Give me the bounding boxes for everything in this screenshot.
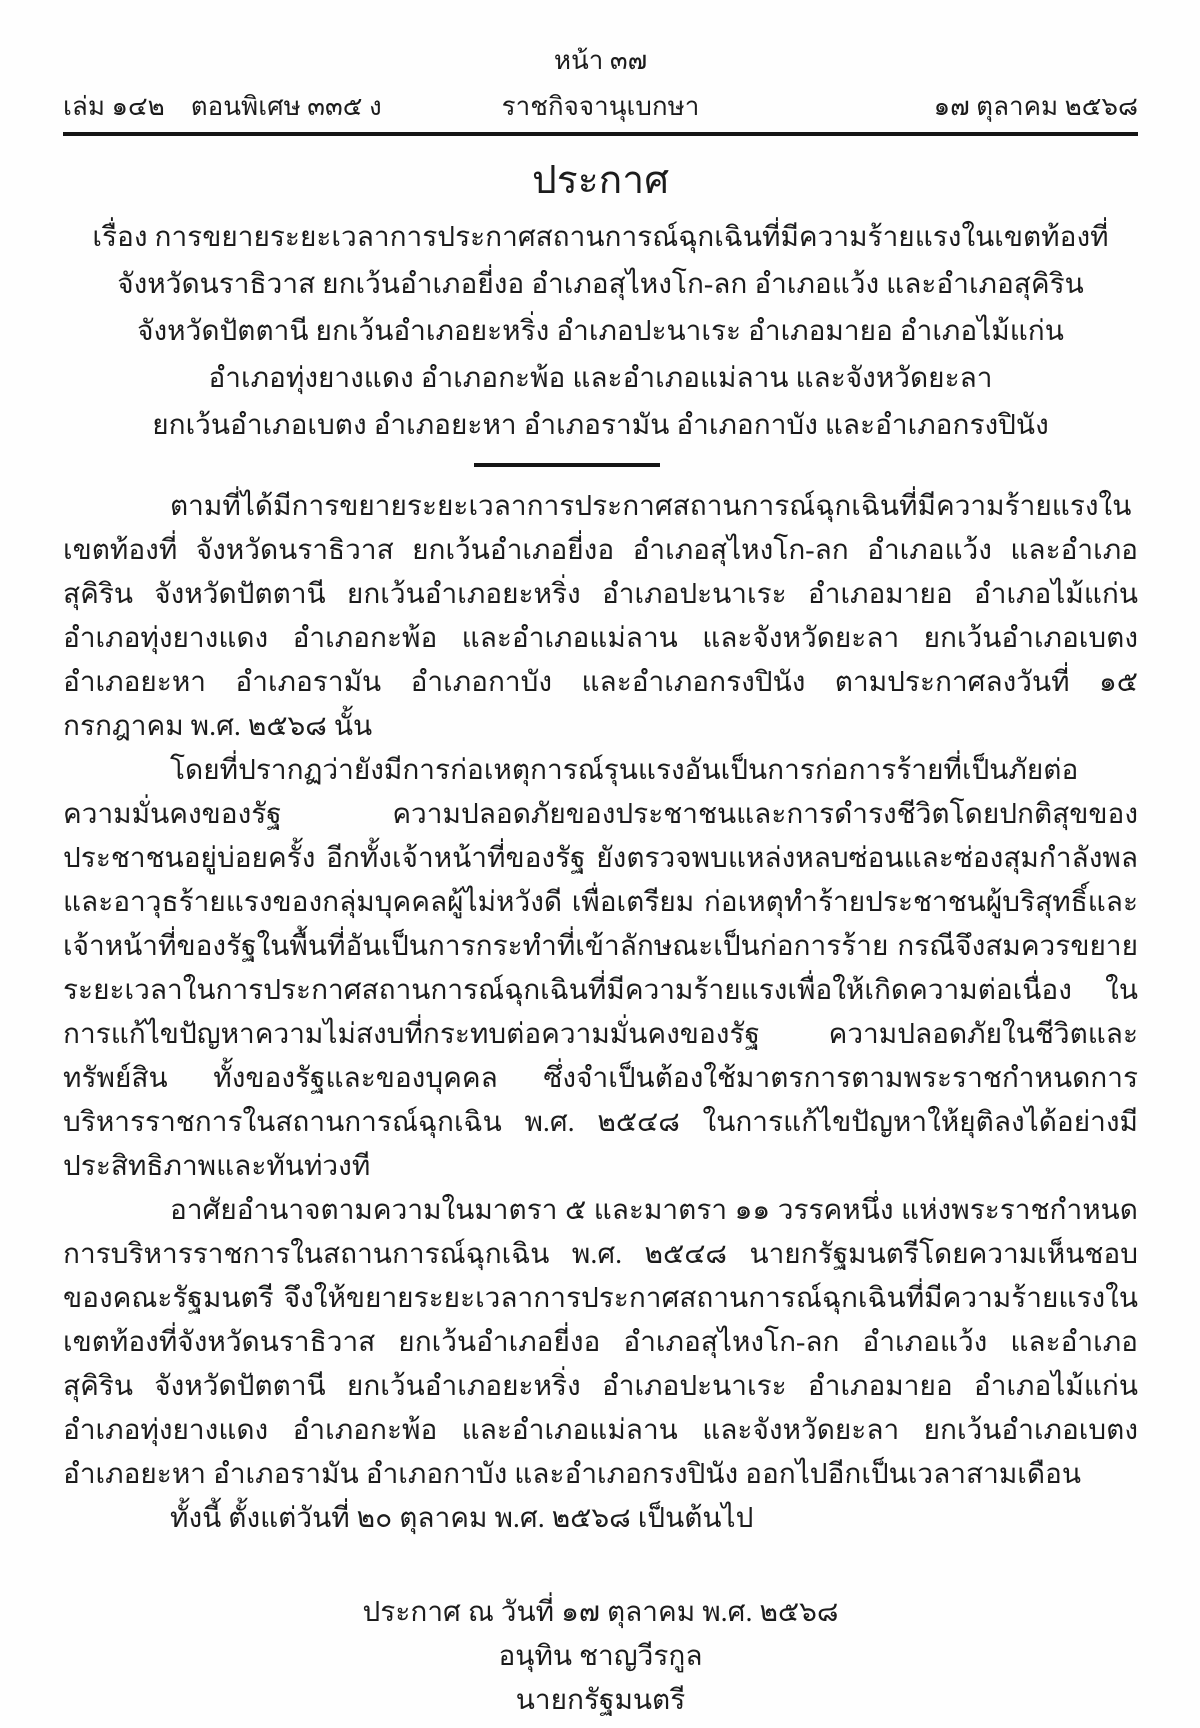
masthead-row <box>63 90 1138 124</box>
volume-label: เล่ม ๑๔๒ <box>63 92 165 121</box>
gazette-name: ราชกิจจานุเบกษา <box>501 92 700 121</box>
signer-name: อนุทิน ชาญวีรกูล <box>498 1641 703 1672</box>
signer-title: นายกรัฐมนตรี <box>515 1685 686 1716</box>
subject-line: จังหวัดปัตตานี ยกเว้นอำเภอยะหริ่ง อำเภอปะนาเระ อำเภอมายอ อำเภอไม้แก่น <box>137 316 1064 347</box>
subject-line: อำเภอทุ่งยางแดง อำเภอกะพ้อ และอำเภอแม่ลาน และจังหวัดยะลา <box>208 363 993 394</box>
subject-line: จังหวัดนราธิวาส ยกเว้นอำเภอยี่งอ อำเภอสุไหงโก-ลก อำเภอแว้ง และอำเภอสุคิริน <box>117 269 1084 300</box>
masthead-left <box>63 90 502 124</box>
effective-date-line: ทั้งนี้ ตั้งแต่วันที่ ๒๐ ตุลาคม พ.ศ. ๒๕๖๘ เป็นต้นไป <box>170 1503 754 1534</box>
gazette-date: ๑๗ ตุลาคม ๒๕๖๘ <box>933 92 1139 121</box>
announcement-title: ประกาศ <box>532 159 669 202</box>
body-paragraph: โดยที่ปรากฏว่ายังมีการก่อเหตุการณ์รุนแรงอันเป็นการก่อการร้ายที่เป็นภัยต่อความมั่นคงของรัฐ ความปลอดภัยของประชาชนและการดำรงชีวิตโดยปกติสุขของประชาชนอยู่บ่อยครั้ง อีกทั้งเจ้าหน้าที่ของรัฐ ยังตรวจพบแหล่งหลบซ่อนและซ่องสุมกำลังพลและอาวุธร้ายแรงของกลุ่มบุคคลผู้ไม่หวังดี เพื่อเตรียม ก่อเหตุทำร้ายประชาชนผู้บริสุทธิ์และเจ้าหน้าที่ของรัฐในพื้นที่อันเป็นการกระทำที่เข้าลักษณะเป็นก่อการร้าย กรณีจึงสมควรขยายระยะเวลาในการประกาศสถานการณ์ฉุกเฉินที่มีความร้ายแรงเพื่อให้เกิดความต่อเนื่อง ในการแก้ไขปัญหาความไม่สงบที่กระทบต่อความมั่นคงของรัฐ ความปลอดภัยในชีวิตและทรัพย์สิน ทั้งของรัฐและของบุคคล ซึ่งจำเป็นต้องใช้มาตรการตามพระราชกำหนดการบริหารราชการในสถานการณ์ฉุกเฉิน พ.ศ. ๒๕๔๘ ในการแก้ไขปัญหาให้ยุติลงได้อย่างมีประสิทธิภาพและทันท่วงที <box>63 755 1138 1182</box>
issuance-date-line: ประกาศ ณ วันที่ ๑๗ ตุลาคม พ.ศ. ๒๕๖๘ <box>362 1597 839 1628</box>
issue-label: ตอนพิเศษ ๓๓๕ ง <box>190 92 382 121</box>
body-paragraph: อาศัยอำนาจตามความในมาตรา ๕ และมาตรา ๑๑ วรรคหนึ่ง แห่งพระราชกำหนด การบริหารราชการในสถานการณ์ฉุกเฉิน พ.ศ. ๒๕๔๘ นายกรัฐมนตรีโดยความเห็นชอบของคณะรัฐมนตรี จึงให้ขยายระยะเวลาการประกาศสถานการณ์ฉุกเฉินที่มีความร้ายแรงในเขตท้องที่จังหวัดนราธิวาส ยกเว้นอำเภอยี่งอ อำเภอสุไหงโก-ลก อำเภอแว้ง และอำเภอสุคิริน จังหวัดปัตตานี ยกเว้นอำเภอยะหริ่ง อำเภอปะนาเระ อำเภอมายอ อำเภอไม้แก่น อำเภอทุ่งยางแดง อำเภอกะพ้อ และอำเภอแม่ลาน และจังหวัดยะลา ยกเว้นอำเภอเบตง อำเภอยะหา อำเภอรามัน อำเภอกาบัง และอำเภอกรงปินัง ออกไปอีกเป็นเวลาสามเดือน <box>63 1195 1138 1490</box>
page-number-label: หน้า ๓๗ <box>553 46 648 75</box>
subject-line: ยกเว้นอำเภอเบตง อำเภอยะหา อำเภอรามัน อำเภอกาบัง และอำเภอกรงปินัง <box>152 410 1049 441</box>
subject-block <box>63 214 1138 449</box>
signature-block <box>63 1591 1138 1723</box>
subject-line: เรื่อง การขยายระยะเวลาการประกาศสถานการณ์ฉุกเฉินที่มีความร้ายแรงในเขตท้องที่ <box>92 222 1109 253</box>
body-text <box>63 485 1138 1541</box>
header-divider <box>63 132 1138 136</box>
body-paragraph: ตามที่ได้มีการขยายระยะเวลาการประกาศสถานการณ์ฉุกเฉินที่มีความร้ายแรงในเขตท้องที่ จังหวัดนราธิวาส ยกเว้นอำเภอยี่งอ อำเภอสุไหงโก-ลก อำเภอแว้ง และอำเภอสุคิริน จังหวัดปัตตานี ยกเว้นอำเภอยะหริ่ง อำเภอปะนาเระ อำเภอมายอ อำเภอไม้แก่น อำเภอทุ่งยางแดง อำเภอกะพ้อ และอำเภอแม่ลาน และจังหวัดยะลา ยกเว้นอำเภอเบตง อำเภอยะหา อำเภอรามัน อำเภอกาบัง และอำเภอกรงปินัง ตามประกาศลงวันที่ ๑๕ กรกฎาคม พ.ศ. ๒๕๖๘ นั้น <box>63 491 1138 742</box>
section-divider <box>474 463 660 467</box>
